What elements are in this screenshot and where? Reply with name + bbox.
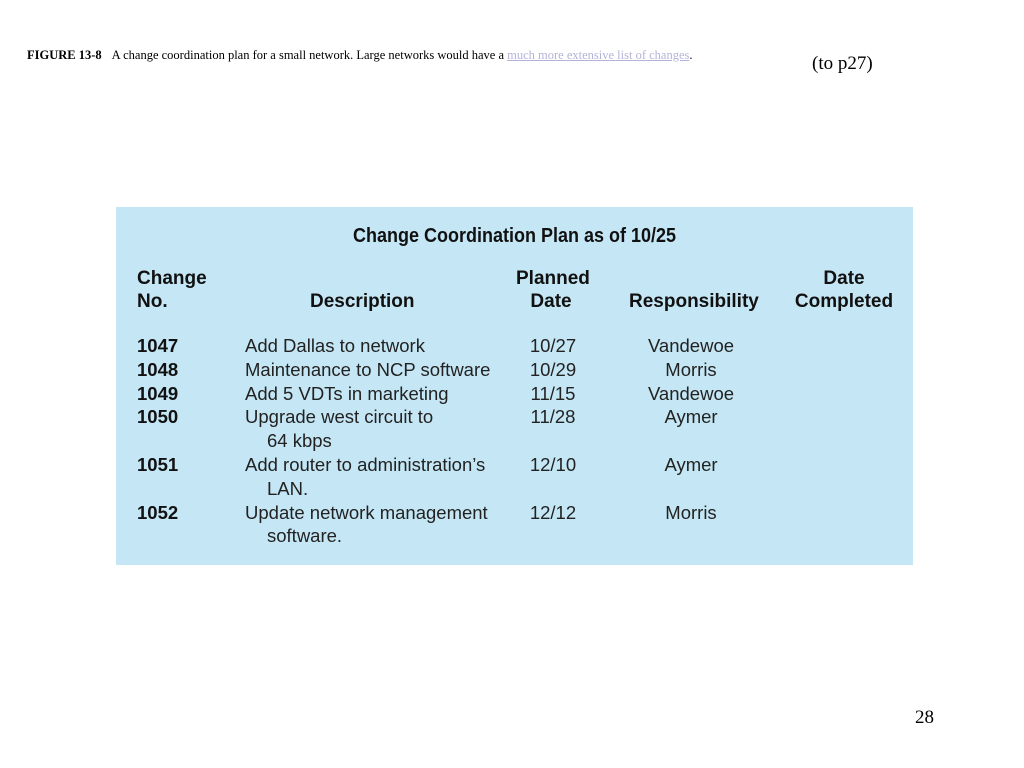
planned-date: 12/12 [529,501,577,523]
table-row [116,334,913,358]
change-number: 1052 [137,501,179,523]
change-number: 1047 [137,335,179,356]
description-line: Add 5 VDTs in marketing [245,382,449,404]
change-number: 1051 [137,453,179,475]
caption-link[interactable]: much more extensive list of changes [507,48,690,62]
caption-end: . [689,48,693,62]
responsibility: Aymer [664,406,718,428]
header-date-completed [794,267,894,313]
description-continuation: 64 kbps [267,430,332,452]
table-row [116,358,913,382]
header-planned-date-line2: Date [530,291,572,312]
description-continuation: LAN. [267,477,309,499]
change-description [245,382,495,406]
figure-label: FIGURE 13-8 [27,48,102,62]
table-title: Change Coordination Plan as of 10/25 [352,225,677,247]
header-date-completed-line1: Date [823,268,865,289]
header-planned-date [516,267,590,313]
header-description [310,290,415,313]
table-row [116,501,913,549]
planned-date: 10/29 [529,358,577,380]
description-continuation: software. [267,525,343,547]
responsibility: Morris [665,358,717,380]
header-planned-date-line1: Planned [516,268,590,289]
description-line: Add Dallas to network [245,335,425,356]
change-description [245,405,495,453]
header-responsibility [629,290,759,313]
responsibility: Morris [665,501,717,523]
description-line: Add router to administration’s [245,453,486,475]
planned-date: 12/10 [529,453,577,475]
header-change-no-line2: No. [137,291,168,312]
planned-date: 11/28 [530,406,576,428]
responsibility: Vandewoe [647,335,735,356]
change-description [245,501,495,549]
table-body [116,334,913,548]
table-row [116,382,913,406]
responsibility: Aymer [664,453,718,475]
change-number: 1050 [137,406,179,428]
figure-caption [27,48,693,63]
description-line: Update network management [245,501,488,523]
change-description [245,358,495,382]
change-plan-table [116,207,913,565]
change-description [245,334,495,358]
header-change-no-line1: Change [137,268,207,289]
caption-text: A change coordination plan for a small network. Large networks would have a [111,48,508,62]
table-row [116,405,913,453]
responsibility: Vandewoe [647,382,735,404]
table-row [116,453,913,501]
header-responsibility-label: Responsibility [629,291,759,312]
description-line: Maintenance to NCP software [245,358,491,380]
header-description-label: Description [310,291,415,312]
header-change-no [137,267,207,313]
header-date-completed-line2: Completed [794,291,894,312]
change-number: 1049 [137,382,179,404]
change-number: 1048 [137,358,179,380]
planned-date: 11/15 [530,382,576,404]
back-link[interactable]: (to p27) [812,53,873,74]
page-number: 28 [915,707,934,728]
change-description [245,453,495,501]
description-line: Upgrade west circuit to [245,406,434,428]
planned-date: 10/27 [529,335,577,356]
